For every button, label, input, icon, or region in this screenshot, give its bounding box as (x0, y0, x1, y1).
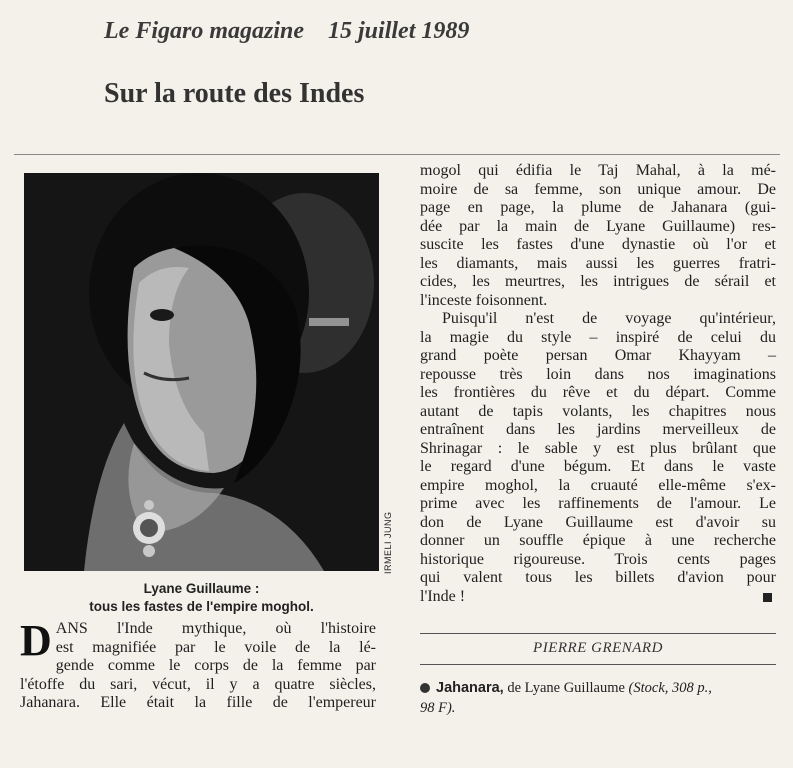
text-line: mogol qui édifia le Taj Mahal, à la mé- (420, 162, 776, 179)
text-line: qui valent tous les billets d'avion pour (420, 569, 776, 586)
text-line: repousse très loin dans nos imaginations (420, 365, 776, 383)
text-line: Shrinagar : le sable y est plus brûlant que (420, 439, 776, 457)
photo-credit: IRMELI JUNG (383, 511, 393, 574)
signature-rule-top (420, 633, 776, 634)
text-line: historique rigoureuse. Trois cents pages (420, 550, 776, 568)
text-line: les diamants, mais aussi les guerres fratri- (420, 254, 776, 272)
end-of-article-square-icon (763, 593, 772, 602)
drop-cap: D (20, 616, 52, 665)
book-reference (420, 678, 776, 718)
text-line: Jahanara. Elle était la fille de l'empereur (20, 694, 376, 711)
photo-caption (24, 580, 379, 616)
text-line: Puisqu'il n'est de voyage qu'intérieur, (442, 310, 776, 327)
signature-rule-bottom (420, 664, 776, 665)
text-line: donner un souffle épique à une recherche (420, 532, 776, 549)
text-line: ANS l'Inde mythique, où l'histoire (55, 620, 376, 637)
text-line: autant de tapis volants, les chapitres nous (420, 402, 776, 420)
text-line: empire moghol, la cruauté elle-même s'ex- (420, 476, 776, 494)
text-line: cides, les meurtres, les intrigues de sérail et (420, 273, 776, 290)
text-line: page en page, la plume de Jahanara (gui- (420, 199, 776, 216)
text-line: entraînent dans les jardins merveilleux de (420, 421, 776, 438)
author-photo (24, 173, 379, 571)
text-line: don de Lyane Guillaume est d'avoir su (420, 513, 776, 531)
text-line: l'Inde ! (420, 587, 466, 605)
text-line: gende comme le corps de la femme par (55, 657, 376, 674)
portrait-illustration (24, 173, 379, 571)
text-line: dée par la main de Lyane Guillaume) res- (420, 217, 776, 235)
publication-date: 15 juillet 1989 (328, 18, 470, 44)
publication-name: Le Figaro magazine (104, 18, 305, 44)
bullet-icon (420, 683, 430, 693)
text-line: les frontières du rêve et du départ. Comme (420, 384, 776, 401)
caption-line-1: Lyane Guillaume : (143, 581, 260, 596)
book-details: (Stock, 308 p., (628, 680, 712, 696)
article-column-right (420, 162, 776, 606)
caption-line-2: tous les fastes de l'empire moghol. (89, 599, 314, 614)
book-price: 98 F). (420, 700, 456, 716)
author-signature: PIERRE GRENARD (533, 640, 663, 656)
book-author: de Lyane Guillaume (507, 680, 625, 696)
text-line: le regard d'une bégum. Et dans le vaste (420, 458, 776, 475)
text-line: l'étoffe du sari, vécut, il y a quatre siècles, (20, 675, 376, 693)
masthead (104, 18, 469, 45)
article-headline: Sur la route des Indes (104, 78, 365, 109)
article-column-left (20, 616, 376, 713)
text-line: grand poète persan Omar Khayyam – (420, 347, 776, 364)
divider-rule (14, 154, 780, 155)
text-line: moire de sa femme, son unique amour. De (420, 180, 776, 198)
text-line: la magie du style – inspiré de celui du (420, 328, 776, 346)
text-line: prime avec les raffinements de l'amour. Le (420, 495, 776, 512)
text-line: est magnifiée par le voile de la lé- (55, 638, 376, 656)
text-line: suscite les fastes d'une dynastie où l'or et (420, 236, 776, 253)
book-title: Jahanara, (436, 680, 504, 696)
text-line: l'inceste foisonnent. (420, 291, 548, 309)
